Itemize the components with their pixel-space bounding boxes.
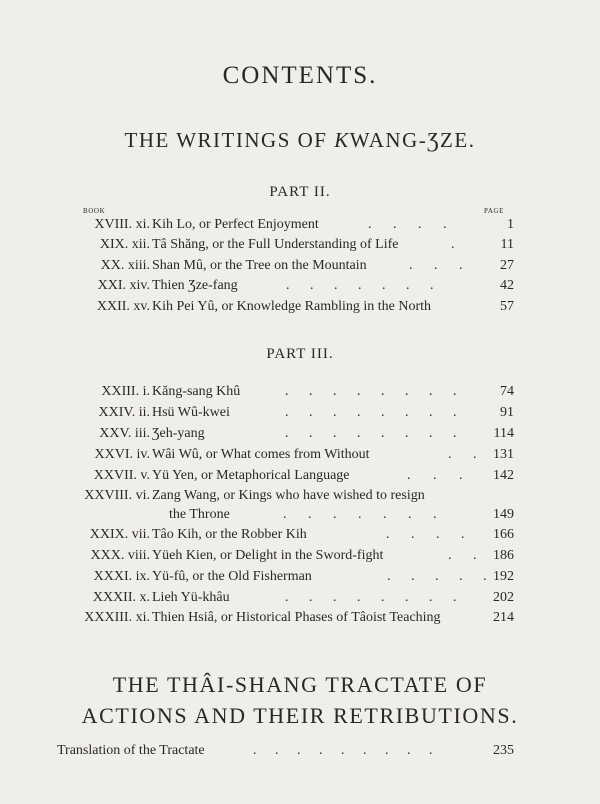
entry-title: Lieh Yü-khâu	[152, 590, 230, 605]
page-number: 166	[493, 527, 514, 542]
entry-title: Tâ Shăng, or the Full Understanding of Life	[152, 237, 399, 252]
entry-title: Shan Mû, or the Tree on the Mountain	[152, 258, 367, 273]
page-column-label: PAGE	[484, 207, 505, 215]
book-number: XXX. viii.	[90, 548, 150, 563]
book-number: XXIV. ii.	[98, 405, 150, 420]
toc-entry[interactable]	[0, 276, 600, 296]
leader-dots: . . . . . . . .	[285, 590, 457, 605]
toc-entry[interactable]	[0, 567, 600, 587]
page-number: 142	[493, 468, 514, 483]
book-number: XXVII. v.	[93, 468, 150, 483]
book-number: XVIII. xi.	[94, 217, 150, 232]
book-number: XXI. xiv.	[97, 278, 150, 293]
toc-entry[interactable]	[0, 608, 600, 628]
book-number: XIX. xii.	[99, 237, 150, 252]
entry-title: Yüeh Kien, or Delight in the Sword-fight	[152, 548, 384, 563]
page-number: 11	[500, 237, 514, 252]
leader-dots: . .	[448, 548, 477, 563]
leader-dots: . . .	[409, 258, 463, 273]
toc-entry[interactable]	[0, 486, 600, 506]
page-number: 74	[500, 384, 514, 399]
leader-dots: . . . . . . .	[283, 507, 437, 522]
leader-dots: . . .	[407, 468, 463, 483]
subtitle-italic-letter: K	[334, 128, 350, 152]
toc-entry[interactable]	[0, 741, 600, 761]
leader-dots: . . . . . . . .	[285, 384, 457, 399]
book-number: XXIX. vii.	[89, 527, 150, 542]
page-number: 235	[493, 743, 514, 758]
book-number: XXII. xv.	[96, 299, 150, 314]
page-number: 114	[493, 426, 514, 441]
book-number: XXXIII. xi.	[84, 610, 150, 625]
entry-title: Translation of the Tractate	[57, 743, 205, 758]
leader-dots: . . . .	[368, 217, 447, 232]
subtitle-prefix: THE WRITINGS OF	[124, 128, 335, 152]
page-title: CONTENTS.	[222, 62, 378, 89]
page-number: 186	[493, 548, 514, 563]
toc-entry[interactable]	[0, 466, 600, 486]
page-number: 42	[500, 278, 514, 293]
entry-title: Thien Ʒze-fang	[152, 278, 238, 293]
toc-entry[interactable]	[0, 382, 600, 402]
leader-dots: . . . . . . .	[286, 278, 434, 293]
entry-title: Tâo Kih, or the Robber Kih	[152, 527, 307, 542]
page-number: 131	[493, 447, 514, 462]
part-3-heading: PART III.	[266, 346, 334, 362]
page-number: 57	[500, 299, 514, 314]
book-column-label: BOOK	[83, 207, 106, 215]
toc-entry[interactable]	[0, 256, 600, 276]
page-number: 149	[493, 507, 514, 522]
book-number: XXV. iii.	[99, 426, 150, 441]
page-number: 202	[493, 590, 514, 605]
toc-entry[interactable]	[0, 424, 600, 444]
entry-title: Yü Yen, or Metaphorical Language	[152, 468, 350, 483]
section-title-kwang-ze	[0, 128, 600, 153]
part-2-heading: PART II.	[269, 184, 331, 200]
entry-title: Wâi Wû, or What comes from Without	[152, 447, 370, 462]
leader-dots: . . . . . . . .	[285, 426, 457, 441]
book-number: XXVI. iv.	[94, 447, 150, 462]
leader-dots: . . . .	[386, 527, 465, 542]
toc-entry[interactable]	[0, 297, 600, 317]
entry-title: Kăng-sang Khû	[152, 384, 241, 399]
entry-title: Yü-fû, or the Old Fisherman	[152, 569, 312, 584]
leader-dots: . . . . . . . . .	[253, 743, 433, 758]
entry-title: Ʒeh-yang	[152, 426, 205, 441]
leader-dots: . .	[448, 447, 477, 462]
book-number: XXXI. ix.	[93, 569, 150, 584]
entry-title: the Throne	[169, 507, 230, 522]
entry-title: Kih Pei Yû, or Knowledge Rambling in the North	[152, 299, 432, 314]
thai-shang-heading-line-2: ACTIONS AND THEIR RETRIBUTIONS.	[81, 703, 519, 728]
subtitle-suffix: WANG-ƷZE.	[349, 128, 476, 152]
page-number: 27	[500, 258, 514, 273]
toc-entry[interactable]	[0, 525, 600, 545]
entry-title: Zang Wang, or Kings who have wished to resign	[152, 488, 425, 503]
toc-entry-continuation[interactable]	[0, 505, 600, 525]
book-number: XXIII. i.	[101, 384, 150, 399]
toc-entry[interactable]	[0, 403, 600, 423]
entry-title: Thien Hsiâ, or Historical Phases of Tâoist Teaching	[152, 610, 441, 625]
toc-entry[interactable]	[0, 235, 600, 255]
toc-entry[interactable]	[0, 546, 600, 566]
book-number: XXVIII. vi.	[84, 488, 150, 503]
entry-title: Hsü Wû-kwei	[152, 405, 230, 420]
leader-dots: . . . . . . . .	[285, 405, 457, 420]
toc-entry[interactable]	[0, 215, 600, 235]
page-number: 214	[493, 610, 514, 625]
book-number: XX. xiii.	[100, 258, 150, 273]
leader-dots: . . . . .	[387, 569, 487, 584]
toc-entry[interactable]	[0, 445, 600, 465]
page-number: 192	[493, 569, 514, 584]
entry-title: Kih Lo, or Perfect Enjoyment	[152, 217, 319, 232]
toc-entry[interactable]	[0, 588, 600, 608]
page-number: 91	[500, 405, 514, 420]
page-number: 1	[507, 217, 514, 232]
thai-shang-heading-line-1: THE THÂI-SHANG TRACTATE OF	[112, 672, 488, 697]
book-number: XXXII. x.	[92, 590, 150, 605]
leader-dots: .	[451, 237, 455, 252]
